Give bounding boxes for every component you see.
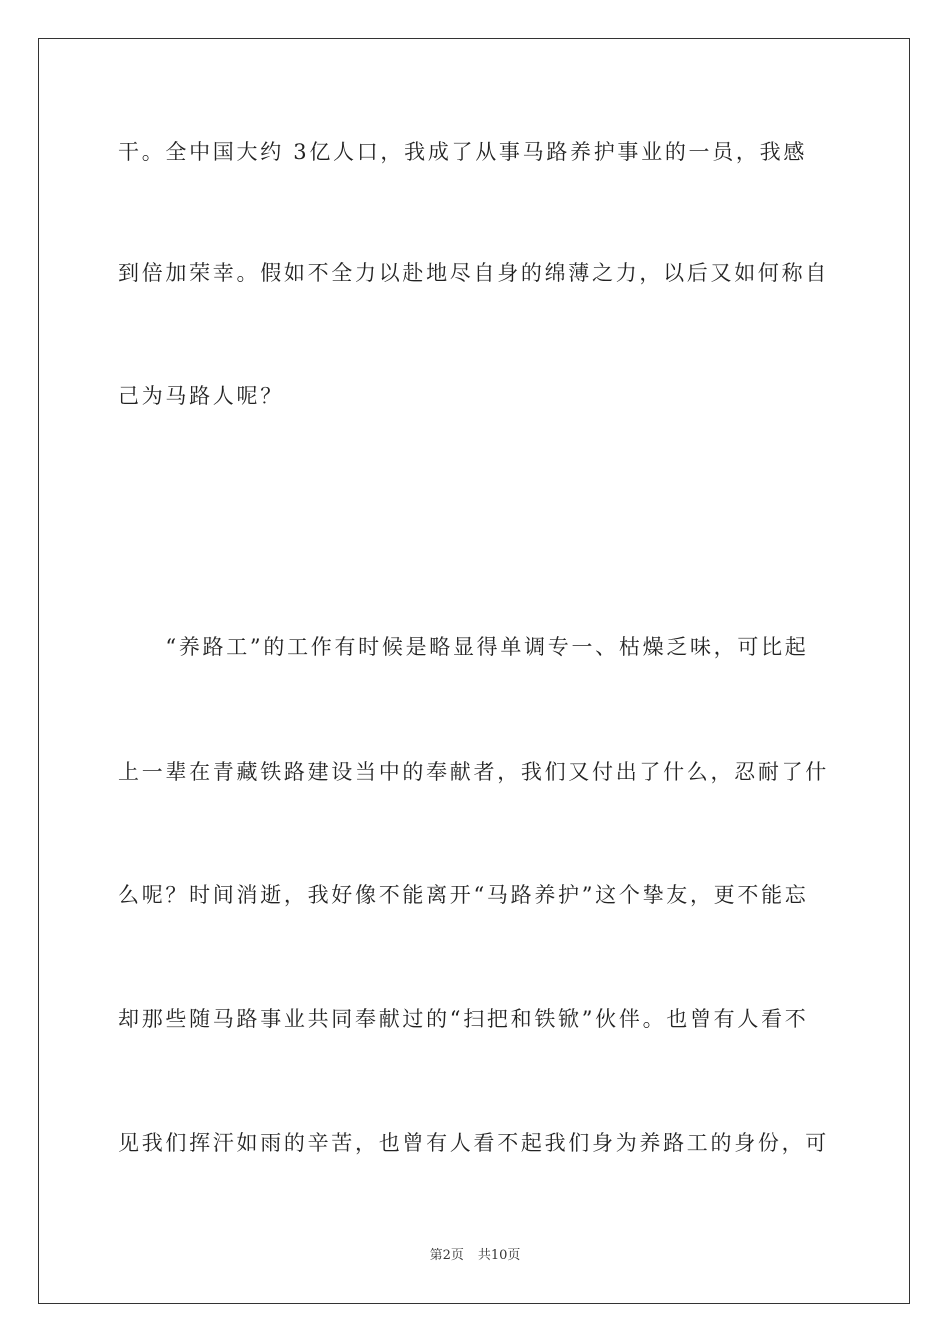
page-number: 第2页 xyxy=(429,1248,464,1263)
body-text-line: 却那些随马路事业共同奉献过的“扫把和铁锨”伙伴。也曾有人看不 xyxy=(118,1007,809,1031)
body-text-line: “养路工”的工作有时候是略显得单调专一、枯燥乏味，可比起 xyxy=(118,635,809,659)
total-pages: 共10页 xyxy=(477,1248,521,1263)
page-footer xyxy=(0,1247,950,1265)
page-border xyxy=(38,38,910,1304)
body-text-line: 上一辈在青藏铁路建设当中的奉献者，我们又付出了什么，忍耐了什 xyxy=(118,760,829,784)
body-text-line: 干。全中国大约 3亿人口，我成了从事马路养护事业的一员，我感 xyxy=(118,140,808,164)
body-text-line: 见我们挥汗如雨的辛苦，也曾有人看不起我们身为养路工的身份，可 xyxy=(118,1131,829,1155)
body-text-line: 己为马路人呢？ xyxy=(118,384,284,408)
body-text-line: 到倍加荣幸。假如不全力以赴地尽自身的绵薄之力，以后又如何称自 xyxy=(118,261,829,285)
body-text-line: 么呢？时间消逝，我好像不能离开“马路养护”这个挚友，更不能忘 xyxy=(118,883,809,907)
